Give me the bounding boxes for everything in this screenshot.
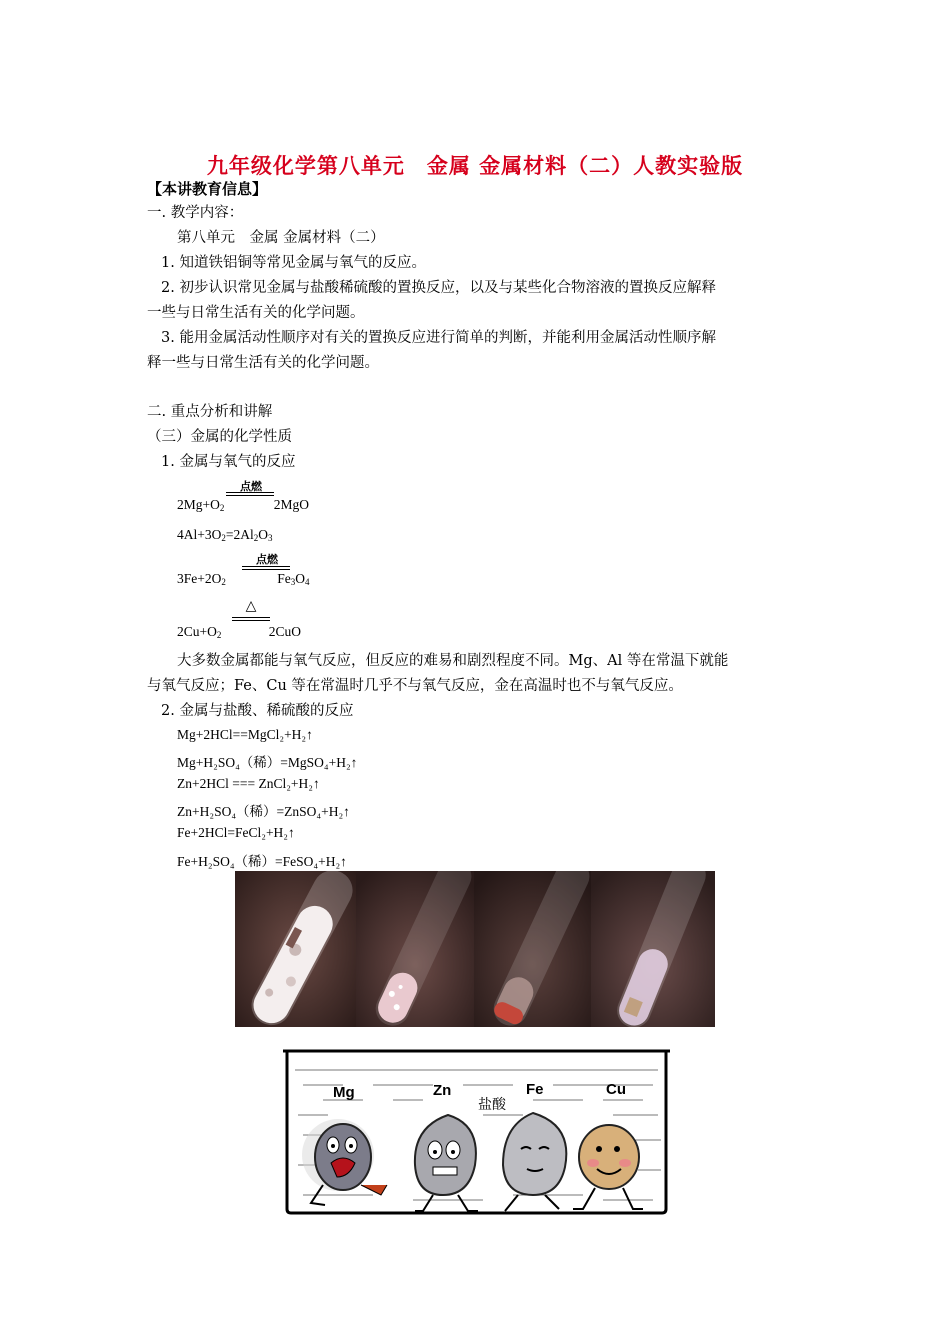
equation-fe-oxygen: $3Fe+2O_2$ $Fe_3O_4$ — [177, 571, 310, 587]
part2-subheading: （三）金属的化学性质 — [147, 429, 292, 445]
objective-2-line2: 一些与日常生活有关的化学问题。 — [147, 305, 365, 321]
paragraph-line1: 大多数金属都能与氧气反应，但反应的难易和剧烈程度不同。Mg、Al 等在常温下就能 — [177, 653, 729, 669]
metal-label-fe: Fe — [526, 1081, 544, 1098]
part2-heading: 二. 重点分析和讲解 — [147, 404, 273, 420]
equals-sign — [232, 617, 270, 621]
acid-equation: Zn+2HCl === ZnCl₂+H₂↑ — [177, 776, 320, 791]
objective-3-line2: 释一些与日常生活有关的化学问题。 — [147, 355, 379, 371]
equation-al-oxygen: $4Al+3O_2=2Al_2O_3$ — [177, 527, 273, 543]
acid-equation: Mg+H₂SO₄（稀）=MgSO₄+H₂↑ — [177, 755, 358, 770]
paragraph-line2: 与氧气反应；Fe、Cu 等在常温时几乎不与氧气反应，金在高温时也不与氧气反应。 — [147, 678, 683, 694]
beaker-illustration — [283, 1045, 670, 1215]
equation-cu-oxygen: $2Cu+O_2$ 2CuO — [177, 624, 302, 640]
test-tube-photo-mg — [235, 871, 356, 1027]
equation-mg-oxygen: $2Mg+O_2$ 2MgO — [177, 497, 310, 513]
heat-condition: △ — [245, 598, 257, 614]
equals-sign — [226, 492, 274, 496]
metal-label-mg: Mg — [333, 1084, 355, 1101]
objective-2-line1: 2. 初步认识常见金属与盐酸稀硫酸的置换反应，以及与某些化合物溶液的置换反应解释 — [161, 280, 716, 296]
acid-equation: Zn+H₂SO₄（稀）=ZnSO₄+H₂↑ — [177, 804, 350, 819]
objective-3-line1: 3. 能用金属活动性顺序对有关的置换反应进行简单的判断，并能利用金属活动性顺序解 — [161, 330, 716, 346]
topic-oxygen: 1. 金属与氧气的反应 — [161, 454, 296, 470]
part1-subtitle: 第八单元 金属 金属材料（二） — [177, 230, 385, 246]
section-header: 【本讲教育信息】 — [147, 180, 268, 198]
metal-label-cu: Cu — [606, 1081, 626, 1098]
objective-1: 1. 知道铁铝铜等常见金属与氧气的反应。 — [161, 255, 426, 271]
topic-acid: 2. 金属与盐酸、稀硫酸的反应 — [161, 703, 354, 719]
acid-equation: Mg+2HCl==MgCl₂+H₂↑ — [177, 727, 313, 742]
acid-equation: Fe+H₂SO₄（稀）=FeSO₄+H₂↑ — [177, 854, 347, 869]
acid-label: 盐酸 — [478, 1097, 506, 1113]
equals-sign — [242, 566, 290, 570]
ignite-condition: 点燃 — [240, 480, 262, 493]
test-tube-photo-zn — [356, 871, 474, 1027]
metal-label-zn: Zn — [433, 1082, 452, 1099]
acid-equation: Fe+2HCl=FeCl₂+H₂↑ — [177, 825, 295, 840]
part1-heading: 一. 教学内容： — [147, 205, 244, 221]
test-tube-photo-fe — [474, 871, 591, 1027]
test-tube-photo-cu — [591, 871, 715, 1027]
ignite-condition: 点燃 — [256, 553, 278, 566]
page-title: 九年级化学第八单元 金属 金属材料（二）人教实验版 — [206, 153, 744, 178]
